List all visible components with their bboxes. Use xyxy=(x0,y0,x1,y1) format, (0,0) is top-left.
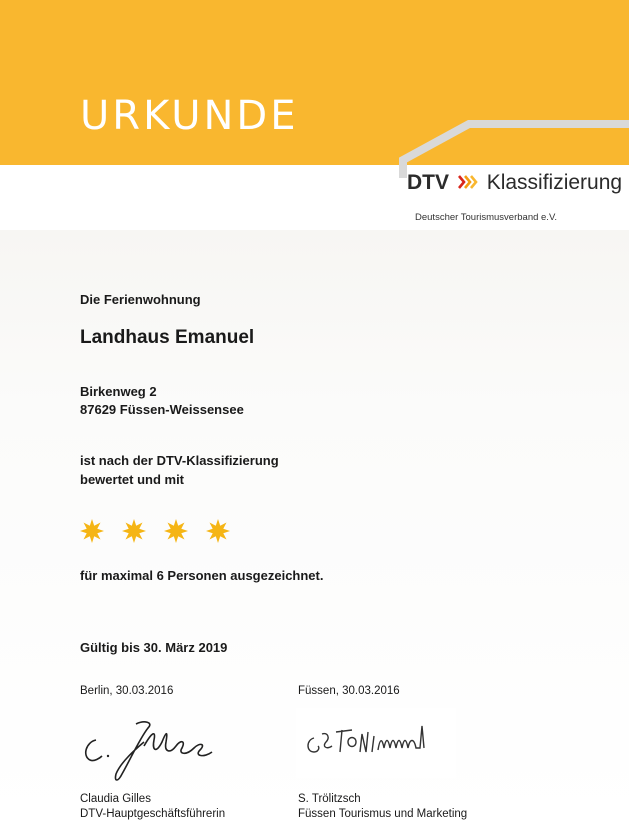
star-icon xyxy=(163,518,189,544)
statement-line-1: ist nach der DTV-Klassifizierung xyxy=(80,453,279,468)
star-icon xyxy=(205,518,231,544)
address-city: 87629 Füssen-Weissensee xyxy=(80,402,244,417)
right-place-date: Füssen, 30.03.2016 xyxy=(298,685,400,697)
statement-line-2: bewertet und mit xyxy=(80,472,185,487)
right-signer-role: Füssen Tourismus und Marketing xyxy=(298,808,468,820)
star-icon xyxy=(79,518,105,544)
star-rating xyxy=(79,518,231,544)
logo-wordmark xyxy=(407,172,622,193)
right-signer-name: S. Trölitzsch xyxy=(298,793,361,805)
logo-product: Klassifizierung xyxy=(486,171,623,194)
right-signature-area xyxy=(296,708,456,778)
left-signer-role: DTV-Hauptgeschäftsführerin xyxy=(80,808,226,820)
accommodation-type: Die Ferienwohnung xyxy=(80,292,201,307)
logo-brand: DTV xyxy=(407,171,449,194)
left-signature xyxy=(74,712,244,784)
right-signature xyxy=(296,708,456,778)
left-signer-name: Claudia Gilles xyxy=(80,793,151,805)
star-icon xyxy=(121,518,147,544)
accommodation-name: Landhaus Emanuel xyxy=(80,327,255,348)
logo-subtitle: Deutscher Tourismusverband e.V. xyxy=(415,212,558,223)
left-place-date: Berlin, 30.03.2016 xyxy=(80,685,174,697)
dtv-logo xyxy=(395,120,629,230)
address-street: Birkenweg 2 xyxy=(80,384,157,399)
chevrons-icon xyxy=(457,174,479,190)
capacity-statement: für maximal 6 Personen ausgezeichnet. xyxy=(80,568,324,583)
validity-date: Gültig bis 30. März 2019 xyxy=(80,640,228,655)
certificate-title: URKUNDE xyxy=(80,93,299,139)
